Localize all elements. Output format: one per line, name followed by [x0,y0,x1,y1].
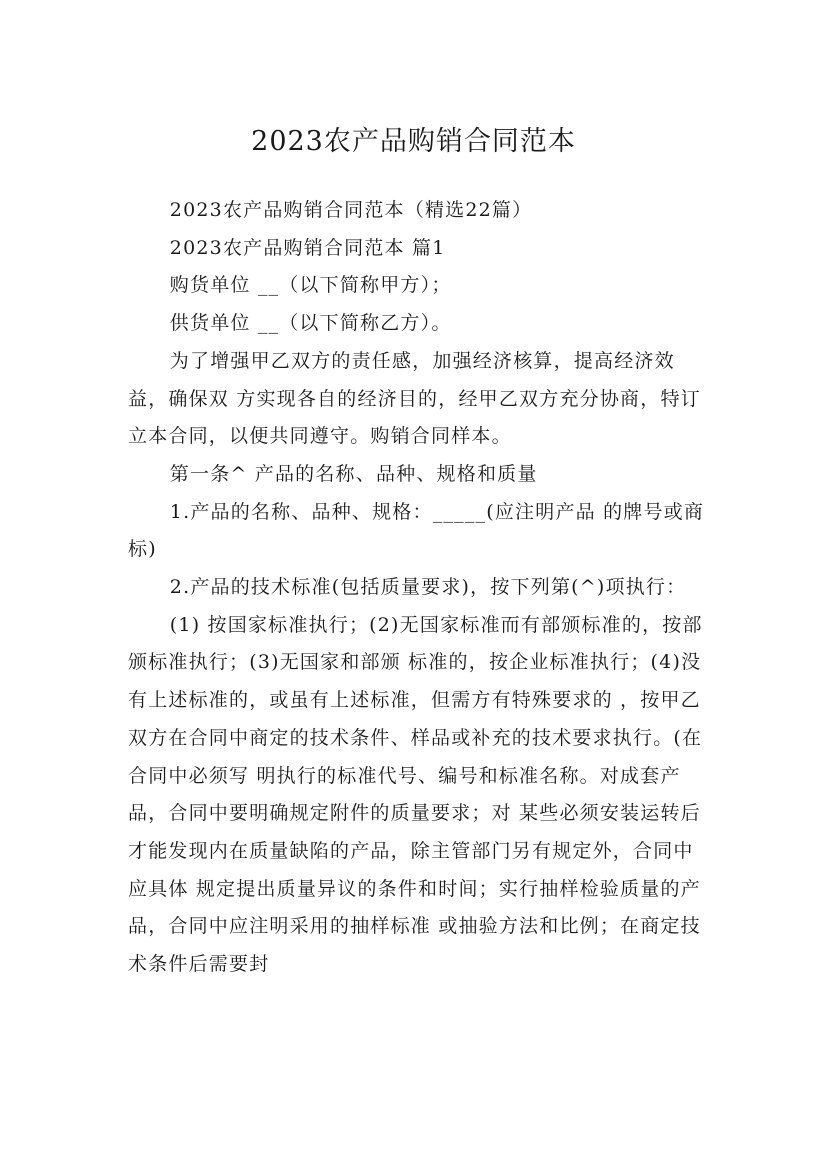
document-body [128,192,713,984]
document-title: 2023农产品购销合同范本 [251,126,576,158]
paragraph-seller: 供货单位 __（以下简称乙方）。 [169,312,452,335]
paragraph-intro: 2023农产品购销合同范本（精选22篇） [169,199,533,221]
paragraph-section-heading: 2023农产品购销合同范本 篇1 [169,236,446,259]
paragraph-technical-standard: 2.产品的技术标准(包括质量要求)，按下列第(^)项执行： [169,576,687,599]
paragraph-purpose: 为了增强甲乙双方的责任感，加强经济核算，提高经济效益，确保双 方实现各自的经济目的，经甲乙双方充分协商，特订立本合同，以便共同遵守。购销合同样本。 [128,349,701,448]
paragraph-standard-details: (1) 按国家标准执行；(2)无国家标准而有部颁标准的，按部颁标准执行；(3)无国家和部颁 标准的，按企业标准执行；(4)没有上述标准的，或虽有上述标准，但需方有特殊要求的 ，按甲乙双方在合同中商定的技术条件、样品或补充的技术要求执行。(在合同中必须写 明执行的标准代号、编号和标准名称。对成套产品，合同中要明确规定附件的质量要求；对 某些必须安装运转后才能发现内在质量缺陷的产品，除主管部门另有规定外，合同中应具体 规定提出质量异议的条件和时间；实行抽样检验质量的产品，合同中应注明采用的抽样标准 或抽验方法和比例；在商定技术条件后需要封 [128,613,703,976]
paragraph-buyer: 购货单位 __（以下简称甲方）； [169,274,452,297]
paragraph-article-one: 第一条^ 产品的名称、品种、规格和质量 [169,462,538,485]
paragraph-product-name: 1.产品的名称、品种、规格：_____(应注明产品 的牌号或商标) [128,500,705,561]
